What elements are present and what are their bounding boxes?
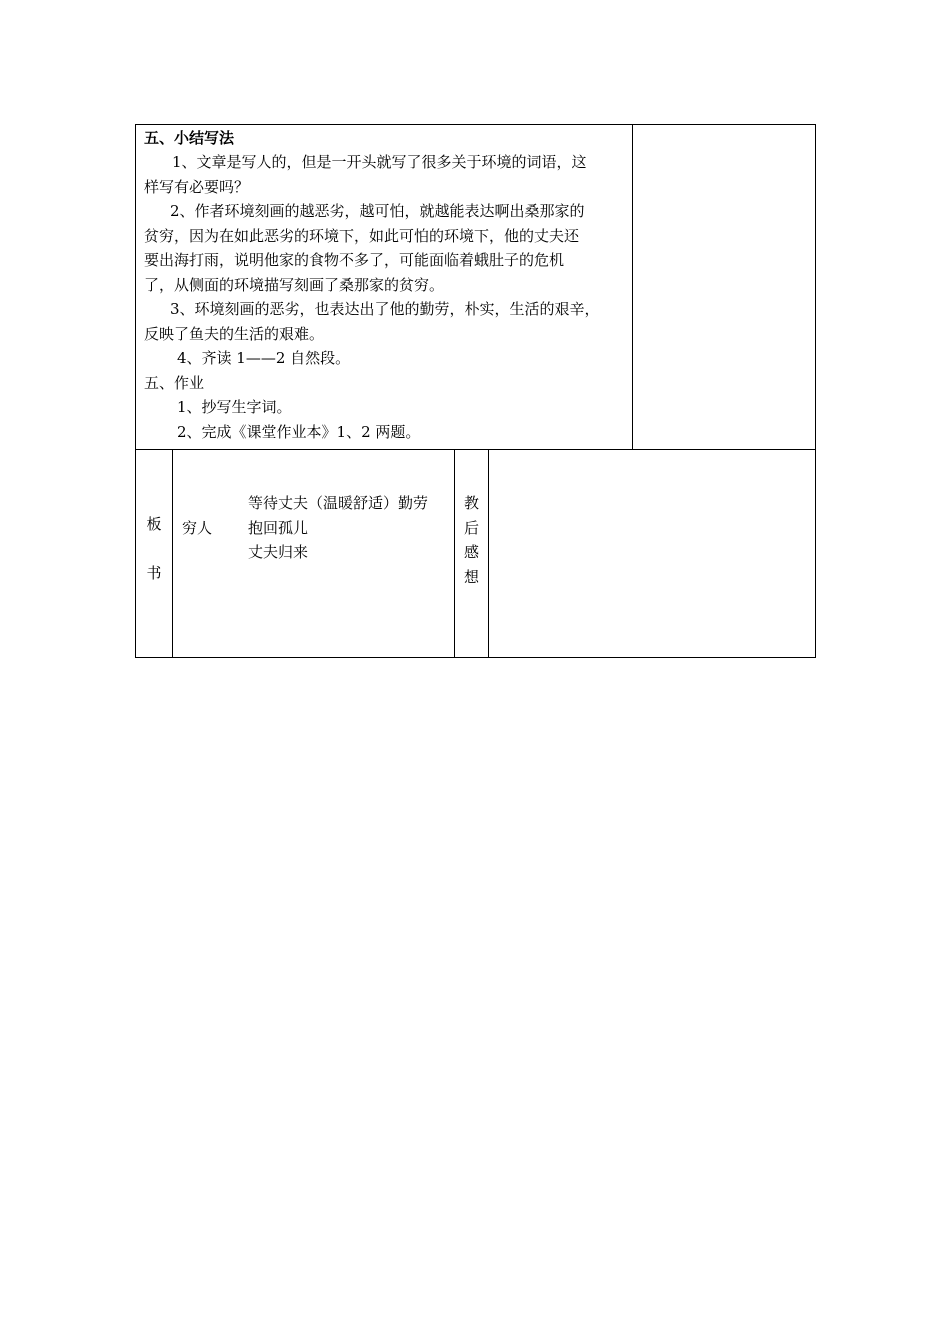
board-label-char: 板 [146, 515, 162, 533]
summary-line: 贫穷，因为在如此恶劣的环境下，如此可怕的环境下，他的丈夫还 [144, 227, 580, 245]
summary-line: 反映了鱼夫的生活的艰难。 [144, 325, 325, 343]
board-left-term: 穷人 [182, 519, 213, 537]
homework-line: 1、抄写生字词。 [177, 398, 292, 416]
board-label-char: 书 [146, 564, 162, 582]
board-label-divider [172, 449, 173, 658]
summary-heading: 五、小结写法 [144, 129, 235, 147]
board-line: 抱回孤儿 [248, 519, 309, 537]
reflection-label-char: 感 [463, 543, 479, 561]
reflection-label-char: 后 [463, 519, 479, 537]
reflection-content-area [489, 450, 815, 657]
summary-line: 2、作者环境刻画的越恶劣，越可怕，就越能表达啊出桑那家的 [170, 202, 585, 220]
reflection-label-char: 想 [463, 568, 479, 586]
homework-line: 2、完成《课堂作业本》1、2 两题。 [177, 423, 421, 441]
summary-line: 4、齐读 1——2 自然段。 [177, 349, 351, 367]
top-right-divider [632, 124, 633, 450]
summary-line: 要出海打雨，说明他家的食物不多了，可能面临着蛾肚子的危机 [144, 251, 565, 269]
summary-line: 3、环境刻画的恶劣，也表达出了他的勤劳，朴实，生活的艰辛， [170, 300, 600, 318]
reflection-label-char: 教 [463, 494, 479, 512]
board-line: 等待丈夫（温暖舒适）勤劳 [248, 494, 429, 512]
summary-line: 样写有必要吗？ [144, 178, 250, 196]
board-line: 丈夫归来 [248, 543, 309, 561]
summary-line: 1、文章是写人的，但是一开头就写了很多关于环境的词语，这 [172, 153, 587, 171]
homework-heading: 五、作业 [144, 374, 205, 392]
summary-line: 了，从侧面的环境描写刻画了桑那家的贫穷。 [144, 276, 445, 294]
